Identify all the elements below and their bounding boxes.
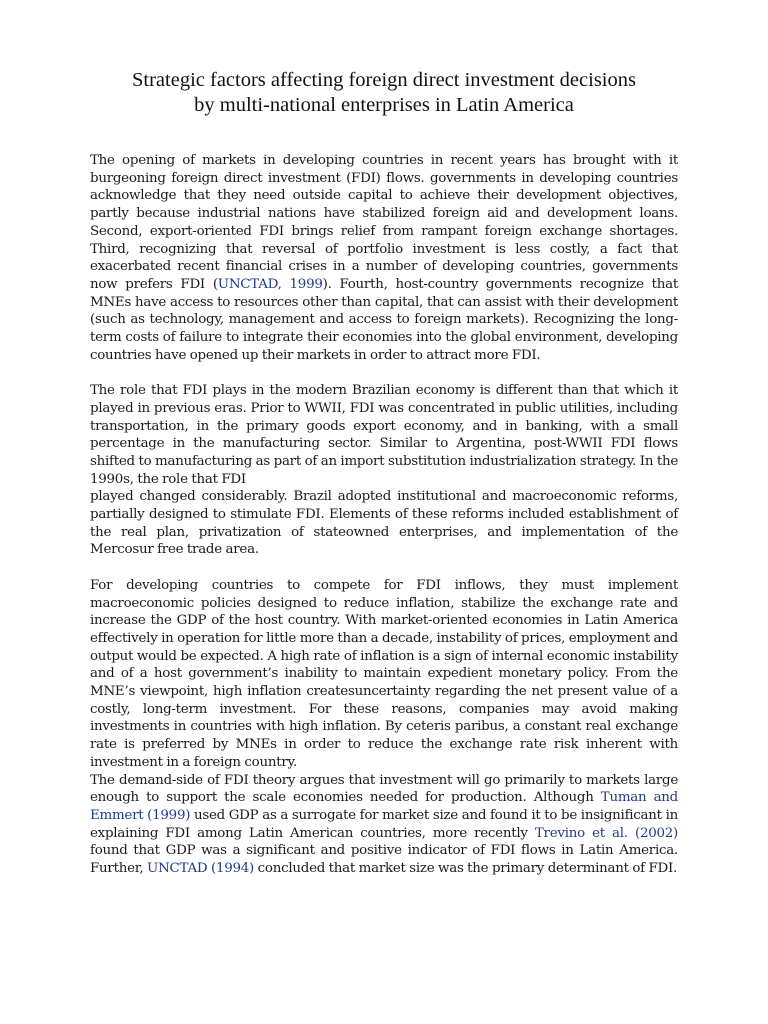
paragraph-text: The demand-side of FDI theory argues that investment will go primarily to markets large enough to support the scale economies needed for production. Although xyxy=(90,772,678,806)
document-body xyxy=(90,152,678,895)
paragraph-text: found that GDP was a significant and positive indicator of FDI flows in Latin America. Further, xyxy=(90,843,678,877)
paragraph-text: concluded that market size was the primary determinant of FDI. xyxy=(254,861,678,877)
citation-tuman-emmert-1999[interactable]: Tuman and Emmert (1999) xyxy=(90,790,679,823)
document-title xyxy=(60,68,708,118)
title-line-1: Strategic factors affecting foreign direct investment decisions xyxy=(132,69,636,91)
paragraph-text: ). Fourth, host-country governments recognize that MNEs have access to resources other than capital, that can assist with their development (such as technology, management and access to foreign markets). Recognizing the long-term costs of failure to integrate their economies into the global environment, developing countries have opened up their markets in order to attract more FDI. xyxy=(90,276,678,363)
paragraph-text: used GDP as a surrogate for market size and found it to be insignificant in explaining FDI among Latin American countries, more recently xyxy=(90,807,678,841)
paragraph-macroeconomic-policies xyxy=(90,577,678,772)
paragraph-fdi-flows xyxy=(90,152,678,364)
title-line-2: by multi-national enterprises in Latin America xyxy=(194,94,574,116)
paragraph-text: The role that FDI plays in the modern Brazilian economy is different than that which it played in previous eras. Prior to WWII, FDI was concentrated in public utilities, including transportation, in the primary goods export economy, and in banking, with a small percentage in the manufacturing sector. Similar to Argentina, post-WWII FDI flows shifted to manufacturing as part of an import substitution industrialization strategy. In the 1990s, the role that FDI xyxy=(90,383,678,487)
paragraph-brazil xyxy=(90,382,678,559)
paragraph-text: played changed considerably. Brazil adopted institutional and macroeconomic reforms, partially designed to stimulate FDI. Elements of these reforms included establishment of the real plan, privatization of stateowned enterprises, and implementation of the Mercosur free trade area. xyxy=(90,489,678,558)
paragraph-text: The opening of markets in developing countries in recent years has brought with it burgeoning foreign direct investment (FDI) flows. governments in developing countries acknowledge that they need outside capital to achieve their development objectives, partly because industrial nations have stabilized foreign aid and development loans. Second, export-oriented FDI brings relief from rampant foreign exchange shortages. Third, recognizing that reversal of portfolio investment is less costly, a fact that exacerbated recent financial crises in a number of developing countries, governments now prefers FDI ( xyxy=(90,153,678,292)
citation-trevino-2002[interactable]: Trevino et al. (2002) xyxy=(534,825,679,841)
paragraph-demand-side xyxy=(90,772,678,878)
paragraph-text: For developing countries to compete for FDI inflows, they must implement macroeconomic policies designed to reduce inflation, stabilize the exchange rate and increase the GDP of the host country. With market-oriented economies in Latin America effectively in operation for little more than a decade, instability of prices, employment and output would be expected. A high rate of inflation is a sign of internal economic instability and of a host government’s inability to maintain expedient monetary policy. From the MNE’s viewpoint, high inflation createsuncertainty regarding the net present value of a costly, long-term investment. For these reasons, companies may avoid making investments in countries with high inflation. By ceteris paribus, a constant real exchange rate is preferred by MNEs in order to reduce the exchange rate risk inherent with investment in a foreign country. xyxy=(90,577,678,770)
citation-unctad-1999[interactable]: UNCTAD, 1999 xyxy=(217,276,323,292)
citation-unctad-1994[interactable]: UNCTAD (1994) xyxy=(147,861,255,877)
